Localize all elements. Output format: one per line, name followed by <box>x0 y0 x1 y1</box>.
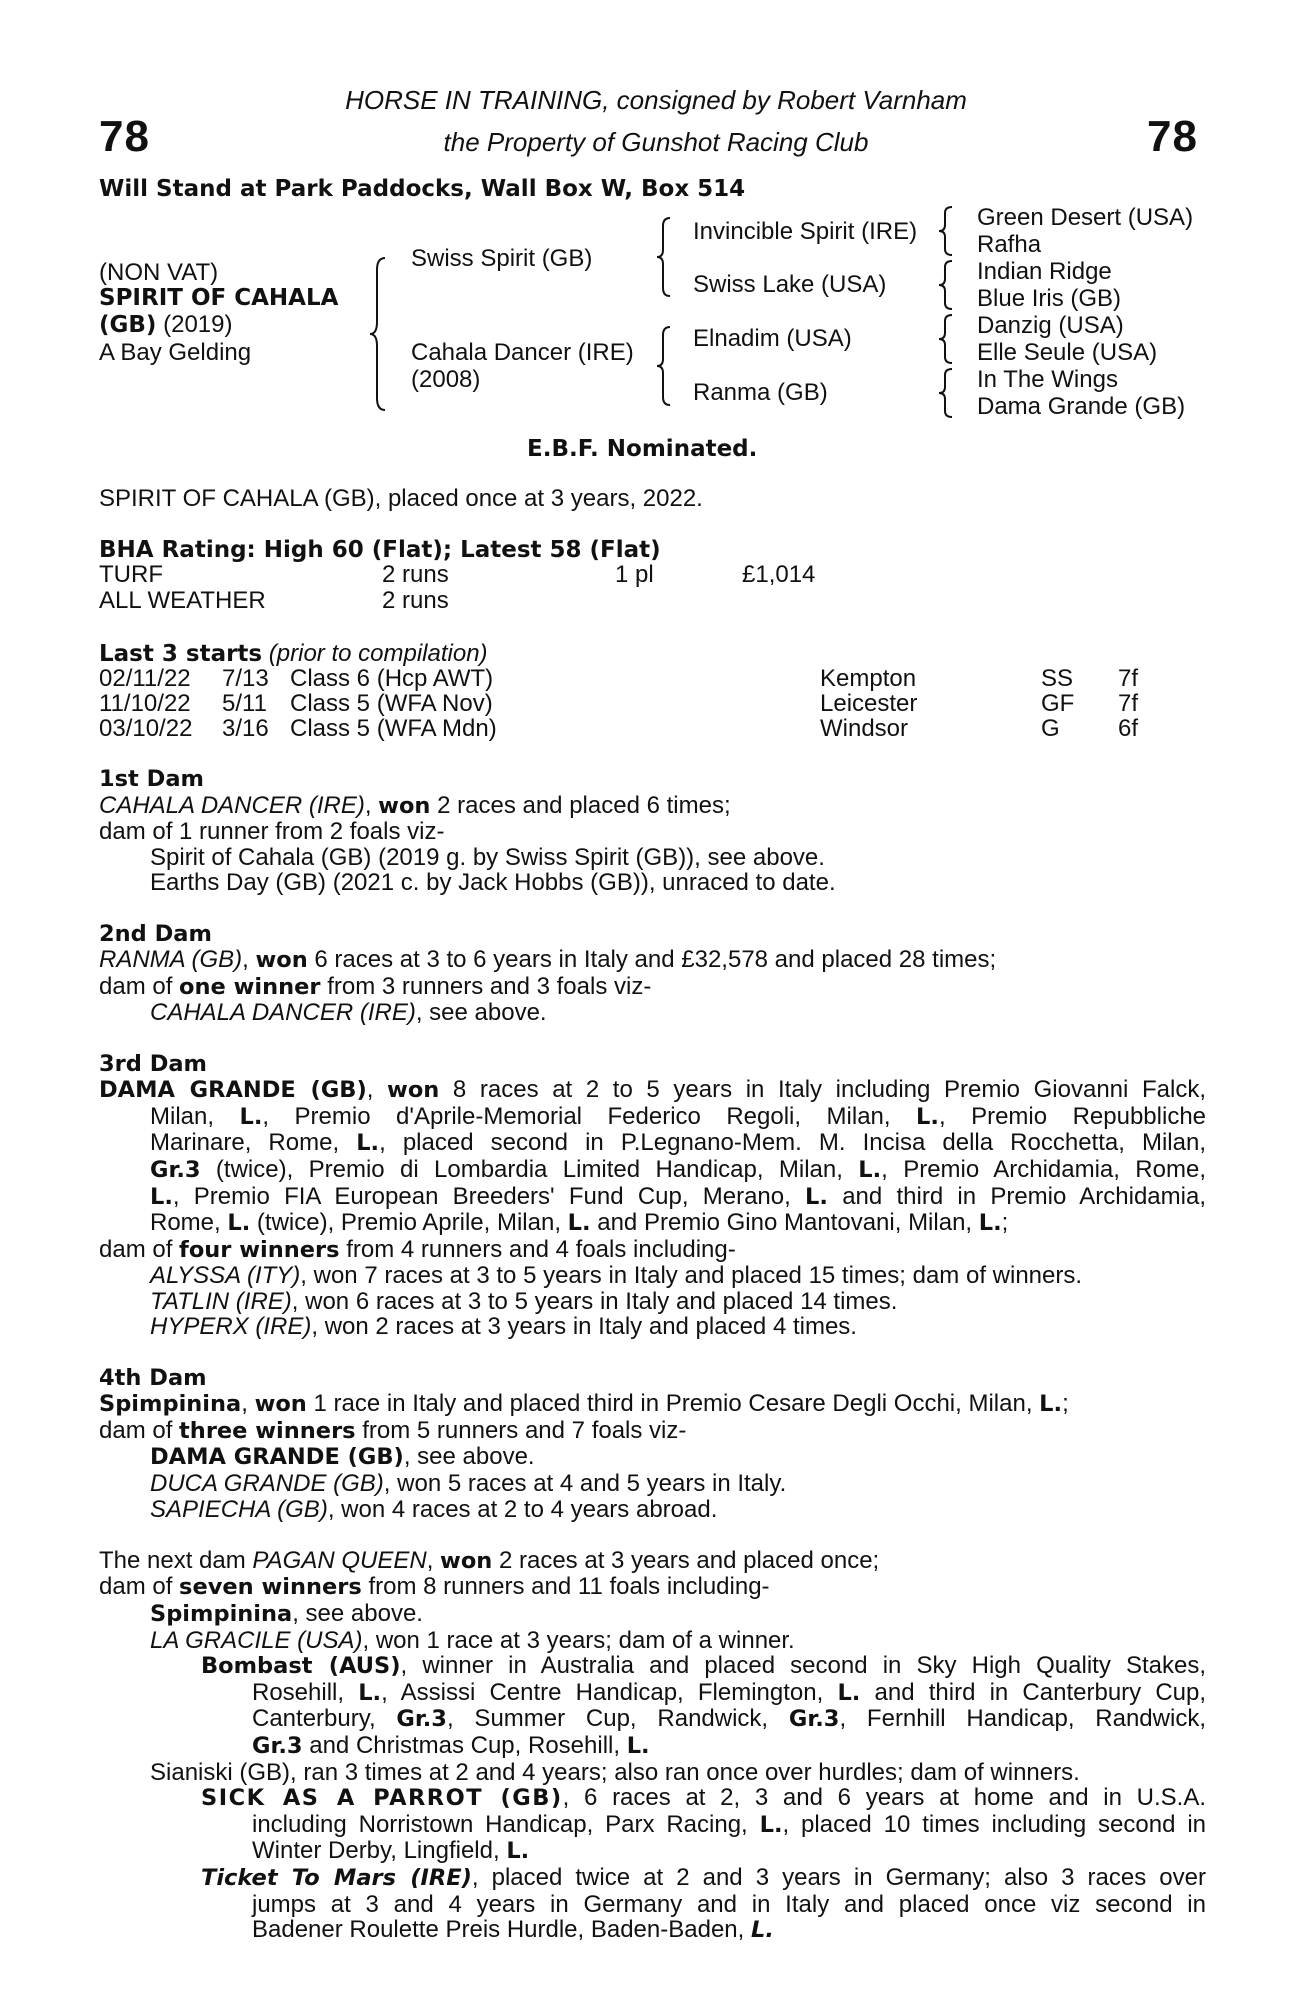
dam4-produce-3: SAPIECHA (GB), won 4 races at 2 to 4 years abroad. <box>150 1495 718 1523</box>
last-starts-heading <box>99 641 488 668</box>
start-1-pos: 7/13 <box>222 665 269 692</box>
pedigree-g3-3: Indian Ridge <box>977 258 1112 285</box>
pedigree-brace-dam <box>655 325 673 407</box>
sick-line-3: Winter Derby, Lingfield, L. <box>252 1837 530 1865</box>
dam3-won: won <box>387 1077 440 1104</box>
dam1-produce-2: Earths Day (GB) (2021 c. by Jack Hobbs (GB)), unraced to date. <box>150 869 836 897</box>
start-3-dist: 6f <box>1118 715 1139 742</box>
dam3-l1: 8 races at 2 to 5 years in Italy including Premio Giovanni Falck, <box>452 1076 1206 1104</box>
dam2-title: 2nd Dam <box>99 920 212 947</box>
dam2-won: won <box>255 947 308 974</box>
next-dam-record: The next dam PAGAN QUEEN, won 2 races at 3 years and placed once; <box>99 1546 880 1574</box>
dam3-produce-2: TATLIN (IRE), won 6 races at 3 to 5 years in Italy and placed 14 times. <box>150 1287 898 1315</box>
start-2-going: GF <box>1041 690 1075 717</box>
dam4-produce-1: DAMA GRANDE (GB), see above. <box>150 1443 535 1471</box>
start-1-going: SS <box>1041 665 1074 692</box>
dam2-produce-name: CAHALA DANCER (IRE) <box>150 999 416 1027</box>
last-starts-title: Last 3 starts <box>99 641 263 667</box>
dam1-produce-1: Spirit of Cahala (GB) (2019 g. by Swiss Spirit (GB)), see above. <box>150 843 825 871</box>
start-3-course: Windsor <box>820 715 909 742</box>
dam2-record: RANMA (GB), won 6 races at 3 to 6 years in Italy and £32,578 and placed 28 times; <box>99 946 997 974</box>
lot-number-left: 78 <box>99 112 150 161</box>
start-3-going: G <box>1041 715 1060 742</box>
next-dam-spimpinina: Spimpinina, see above. <box>150 1600 423 1627</box>
start-2-date: 11/10/22 <box>99 690 191 717</box>
pedigree-brace-sire <box>655 216 673 298</box>
pedigree-g3-1: Green Desert (USA) <box>977 204 1194 231</box>
rating-turf-prize: £1,014 <box>742 561 816 588</box>
next-dam-produce-intro: dam of seven winners from 8 runners and 11 foals including- <box>99 1573 770 1601</box>
pedigree-g3-4: Blue Iris (GB) <box>977 285 1122 312</box>
dam1-record: CAHALA DANCER (IRE), won 2 races and placed 6 times; <box>99 791 731 819</box>
ticket-line-1: Ticket To Mars (IRE), placed twice at 2 and 3 years in Germany; also 3 races over <box>201 1863 1206 1891</box>
sick-line-1: SICK AS A PARROT (GB), 6 races at 2, 3 and 6 years at home and in U.S.A. <box>201 1784 1206 1812</box>
bha-rating: BHA Rating: High 60 (Flat); Latest 58 (Flat) <box>99 537 661 563</box>
pedigree-sire: Swiss Spirit (GB) <box>411 245 593 272</box>
dam1-title: 1st Dam <box>99 766 204 792</box>
start-1-dist: 7f <box>1118 665 1139 692</box>
dam3-produce-1: ALYSSA (ITY), won 7 races at 3 to 5 years in Italy and placed 15 times; dam of winners. <box>150 1262 1083 1290</box>
dam2-produce-intro <box>99 974 1206 1001</box>
pedigree-g3-7: In The Wings <box>977 366 1118 393</box>
dam1-won: won <box>378 792 431 819</box>
rating-turf-runs: 2 runs <box>382 561 449 588</box>
pedigree-brace-g3 <box>937 313 955 365</box>
start-2-dist: 7f <box>1118 690 1139 717</box>
pedigree-brace-g4 <box>937 367 955 419</box>
rating-aw-runs: 2 runs <box>382 587 449 614</box>
dam4-title: 4th Dam <box>99 1364 207 1391</box>
dam1-produce-intro: dam of 1 runner from 2 foals viz- <box>99 818 445 846</box>
pedigree-dam-sire: Elnadim (USA) <box>693 325 852 352</box>
race-summary: SPIRIT OF CAHALA (GB), placed once at 3 years, 2022. <box>99 485 703 512</box>
sick-line-2: including Norristown Handicap, Parx Racing, L., placed 10 times including second in <box>252 1810 1207 1838</box>
dam2-record-text: 6 races at 3 to 6 years in Italy and £32,578 and placed 28 times; <box>314 946 997 974</box>
start-2-race: Class 5 (WFA Nov) <box>290 690 493 717</box>
pedigree-brace-g2 <box>937 259 955 311</box>
start-3-pos: 3/16 <box>222 715 269 742</box>
start-2-pos: 5/11 <box>222 690 267 717</box>
dam3-line-1: DAMA GRANDE (GB), won 8 races at 2 to 5 years in Italy including Premio Giovanni Falck, <box>99 1076 1206 1104</box>
start-1-course: Kempton <box>820 665 917 692</box>
pedigree-dam-dam: Ranma (GB) <box>693 379 828 406</box>
horse-country: (GB) <box>99 312 157 338</box>
pedigree-g3-5: Danzig (USA) <box>977 312 1124 339</box>
dam1-record-text: 2 races and placed 6 times; <box>437 791 731 819</box>
ticket-line-2: jumps at 3 and 4 years in Germany and in Italy and placed once viz second in <box>252 1890 1206 1918</box>
start-3-race: Class 5 (WFA Mdn) <box>290 715 497 742</box>
pedigree-g3-8: Dama Grande (GB) <box>977 393 1186 420</box>
pedigree-dam: Cahala Dancer (IRE) <box>411 339 634 366</box>
bombast-line-3: Canterbury, Gr.3, Summer Cup, Randwick, Gr.3, Fernhill Handicap, Randwick, <box>252 1705 1206 1733</box>
next-dam-la-gracile: LA GRACILE (USA), won 1 race at 3 years; dam of a winner. <box>150 1626 795 1654</box>
family-section <box>99 767 1206 1944</box>
ticket-line-3: Badener Roulette Preis Hurdle, Baden-Baden, L. <box>252 1916 774 1944</box>
dam2-produce-rest: , see above. <box>415 999 547 1027</box>
pedigree-g3-6: Elle Seule (USA) <box>977 339 1158 366</box>
dam3-line-3: Marinare, Rome, L., placed second in P.Legnano-Mem. M. Incisa della Rocchetta, Milan, <box>150 1129 1206 1157</box>
dam3-produce-3: HYPERX (IRE), won 2 races at 3 years in Italy and placed 4 times. <box>150 1313 857 1341</box>
dam2-name: RANMA (GB) <box>99 946 243 974</box>
dam4-record: Spimpinina, won 1 race in Italy and placed third in Premio Cesare Degli Occhi, Milan, L.; <box>99 1390 1069 1418</box>
horse-description: A Bay Gelding <box>99 339 252 366</box>
dam3-title: 3rd Dam <box>99 1050 207 1077</box>
header-property: the Property of Gunshot Racing Club <box>443 127 869 157</box>
start-1-date: 02/11/22 <box>99 665 191 692</box>
pedigree-brace-main <box>369 256 389 412</box>
dam2-dam-of: dam of <box>99 972 173 1000</box>
dam3-line-5: L., Premio FIA European Breeders' Fund Cup, Merano, L. and third in Premio Archidamia, <box>150 1182 1206 1210</box>
horse-year: (2019) <box>163 311 233 338</box>
start-3-date: 03/10/22 <box>99 715 193 742</box>
last-starts-note: (prior to compilation) <box>268 640 488 667</box>
pedigree-brace-g1 <box>937 205 955 257</box>
dam4-produce-2: DUCA GRANDE (GB), won 5 races at 4 and 5 years in Italy. <box>150 1470 787 1498</box>
dam2-produce-1 <box>99 1000 1206 1026</box>
bombast-line-1: Bombast (AUS), winner in Australia and placed second in Sky High Quality Stakes, <box>201 1652 1206 1680</box>
dam4-name: Spimpinina <box>99 1391 242 1418</box>
start-2-course: Leicester <box>820 690 918 717</box>
rating-turf-surface: TURF <box>99 561 163 588</box>
start-1-race: Class 6 (Hcp AWT) <box>290 665 494 692</box>
dam3-winners-count: four winners <box>179 1236 340 1263</box>
ebf-nominated: E.B.F. Nominated. <box>527 436 758 462</box>
pedigree-sire-dam: Swiss Lake (USA) <box>693 271 887 298</box>
dam2-winners-count: one winner <box>179 973 321 1000</box>
dam2-dam-of-rest: from 3 runners and 3 foals viz- <box>327 972 652 1000</box>
horse-name: SPIRIT OF CAHALA <box>99 285 339 311</box>
dam3-line-6: Rome, L. (twice), Premio Aprile, Milan, L. and Premio Gino Mantovani, Milan, L.; <box>150 1209 1009 1237</box>
dam1-name: CAHALA DANCER (IRE) <box>99 791 365 819</box>
sianiski-line: Sianiski (GB), ran 3 times at 2 and 4 years; also ran once over hurdles; dam of winners. <box>150 1758 1080 1786</box>
lot-number-right: 78 <box>1147 112 1198 161</box>
dam3-line-4: Gr.3 (twice), Premio di Lombardia Limited Handicap, Milan, L., Premio Archidamia, Rome, <box>150 1155 1206 1183</box>
dam3-line-2: Milan, L., Premio d'Aprile-Memorial Federico Regoli, Milan, L., Premio Repubbliche <box>150 1102 1207 1130</box>
pedigree-dam-year: (2008) <box>411 366 481 393</box>
rating-aw-surface: ALL WEATHER <box>99 587 266 614</box>
dam3-produce-intro: dam of four winners from 4 runners and 4 foals including- <box>99 1235 736 1263</box>
dam4-produce-intro: dam of three winners from 5 runners and 7 foals viz- <box>99 1416 687 1444</box>
dam3-name: DAMA GRANDE (GB) <box>99 1077 367 1104</box>
header-consignor: HORSE IN TRAINING, consigned by Robert Varnham <box>345 85 967 115</box>
pedigree-g3-2: Rafha <box>977 231 1042 258</box>
stand-location: Will Stand at Park Paddocks, Wall Box W, Box 514 <box>99 176 746 202</box>
next-dam-name: PAGAN QUEEN <box>252 1546 427 1574</box>
pedigree-sire-sire: Invincible Spirit (IRE) <box>693 218 918 245</box>
bombast-line-4: Gr.3 and Christmas Cup, Rosehill, L. <box>252 1731 650 1759</box>
bombast-line-2: Rosehill, L., Assissi Centre Handicap, Flemington, L. and third in Canterbury Cup, <box>252 1678 1207 1706</box>
rating-turf-placed: 1 pl <box>615 561 654 588</box>
vat-status: (NON VAT) <box>99 259 219 286</box>
horse-origin <box>99 312 232 339</box>
